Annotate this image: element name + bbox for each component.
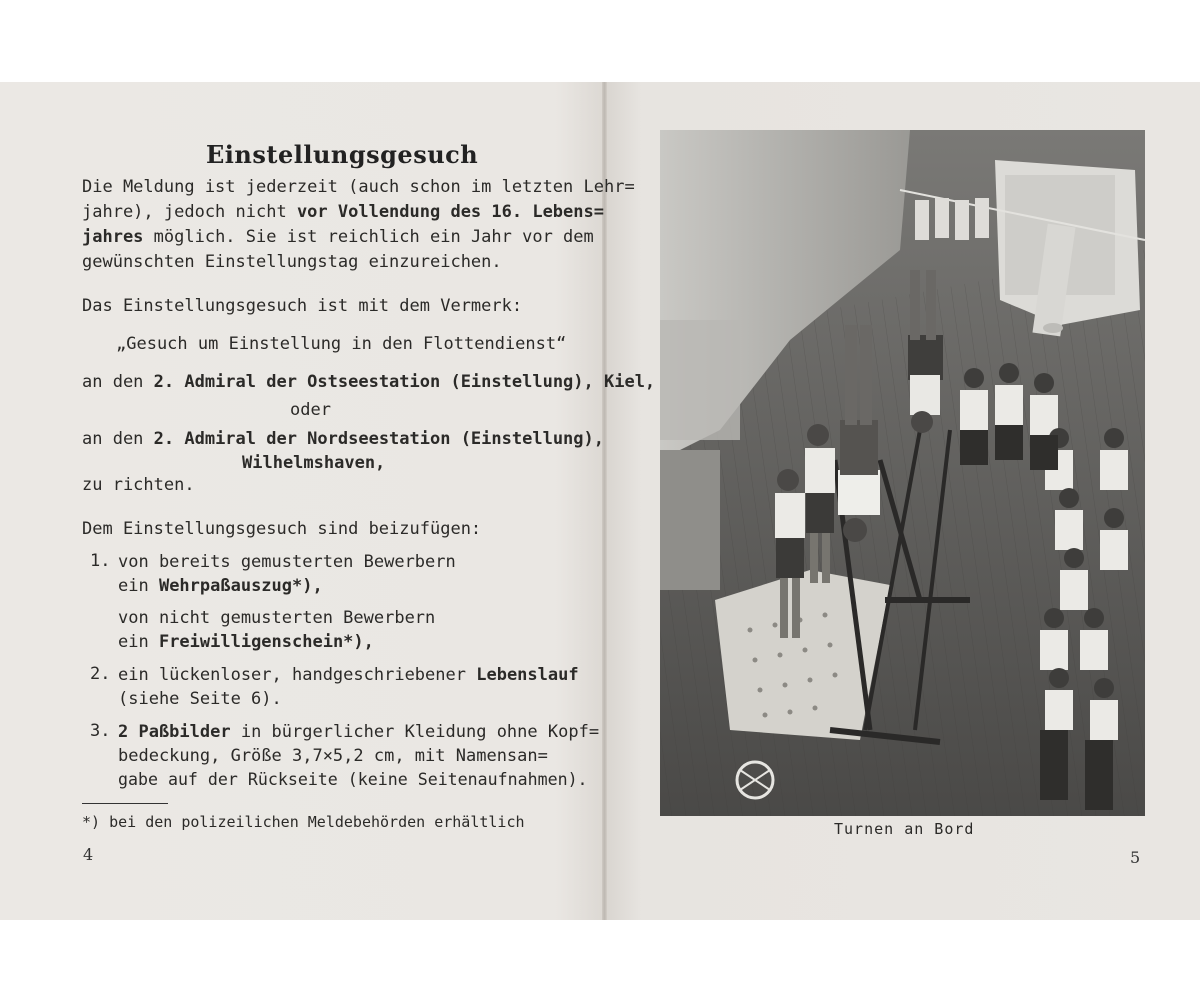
list-item-text: (siehe Seite 6). — [118, 689, 282, 709]
list-number: 3. — [90, 721, 111, 741]
vermerk-intro: Das Einstellungsgesuch ist mit dem Vermerk: — [82, 296, 523, 316]
address-nordsee: an den 2. Admiral der Nordseestation (Einstellung), — [82, 429, 604, 449]
list-number: 1. — [90, 551, 111, 571]
page-number-left: 4 — [83, 845, 94, 864]
page-heading: Einstellungsgesuch — [206, 140, 479, 169]
vermerk-quote: „Gesuch um Einstellung in den Flottendienst“ — [116, 334, 567, 354]
oder-text: oder — [290, 400, 331, 420]
address-ostsee: an den 2. Admiral der Ostseestation (Einstellung), Kiel, — [82, 372, 656, 392]
list-item-text: von bereits gemusterten Bewerbern — [118, 552, 456, 572]
footnote: *) bei den polizeilichen Meldebehörden erhältlich — [82, 813, 525, 831]
text-line: Die Meldung ist jederzeit (auch schon im letzten Lehr= — [82, 177, 635, 197]
attachments-intro: Dem Einstellungsgesuch sind beizufügen: — [82, 519, 482, 539]
address-city: Wilhelmshaven, — [242, 453, 386, 473]
photo-caption: Turnen an Bord — [834, 820, 975, 838]
list-number: 2. — [90, 664, 111, 684]
list-item-text: 2 Paßbilder in bürgerlicher Kleidung ohne Kopf= — [118, 722, 600, 742]
list-item-text: von nicht gemusterten Bewerbern — [118, 608, 436, 628]
list-item-text: ein Freiwilligenschein*), — [118, 632, 374, 652]
list-item-text: bedeckung, Größe 3,7×5,2 cm, mit Namensan= — [118, 746, 548, 766]
photo-gymnastics-on-deck — [660, 130, 1145, 816]
footnote-rule — [82, 803, 168, 804]
zu-richten: zu richten. — [82, 475, 195, 495]
list-item-text: gabe auf der Rückseite (keine Seitenaufnahmen). — [118, 770, 588, 789]
text-line: jahre), jedoch nicht vor Vollendung des 16. Lebens= — [82, 202, 604, 222]
page-number-right: 5 — [1130, 848, 1141, 867]
text-line: jahres möglich. Sie ist reichlich ein Jahr vor dem — [82, 227, 594, 247]
text-line: gewünschten Einstellungstag einzureichen. — [82, 252, 502, 272]
list-item-text: ein lückenloser, handgeschriebener Lebenslauf — [118, 665, 579, 685]
list-item-text: ein Wehrpaßauszug*), — [118, 576, 323, 596]
